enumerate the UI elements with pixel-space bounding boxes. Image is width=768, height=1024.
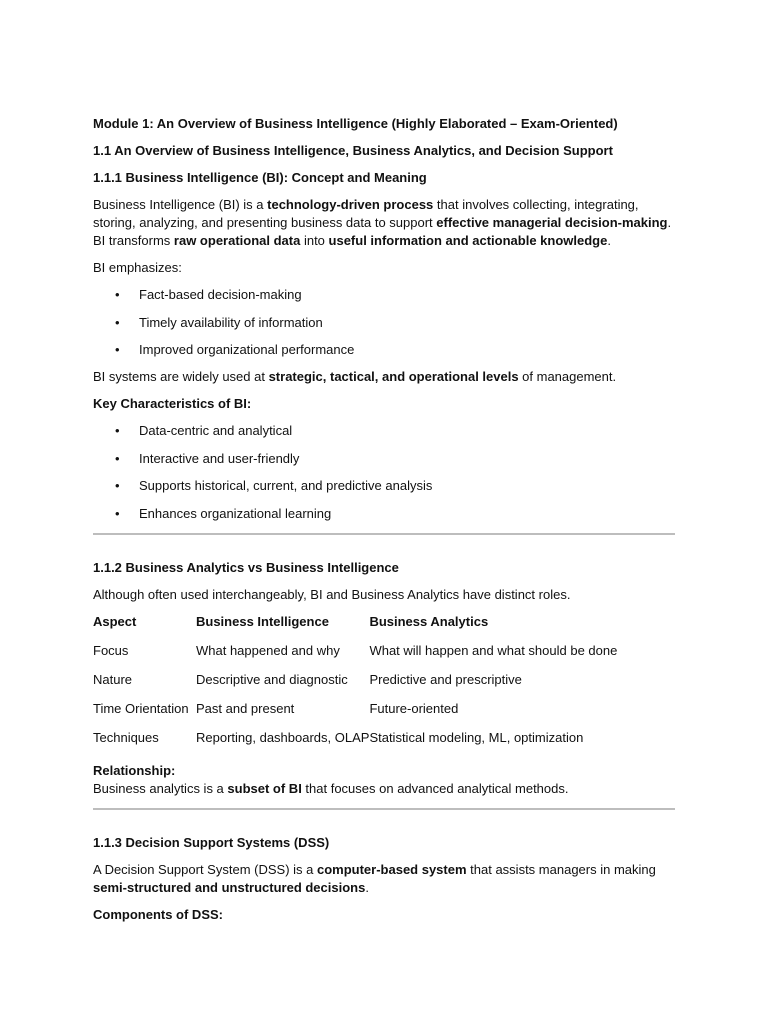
table-header-cell: Business Intelligence bbox=[196, 613, 329, 629]
text-run: . BI transforms bbox=[93, 215, 672, 248]
section-1-1-2-title: 1.1.2 Business Analytics vs Business Intelligence bbox=[93, 559, 399, 575]
text-run: into bbox=[300, 233, 329, 248]
table-row bbox=[93, 729, 669, 758]
table-header-cell: Business Analytics bbox=[369, 613, 489, 629]
table-row bbox=[93, 671, 669, 700]
table-header-row bbox=[93, 613, 669, 642]
bold-run: useful information and actionable knowledge bbox=[328, 233, 608, 248]
bi-levels-paragraph bbox=[93, 368, 675, 386]
table-cell: Time Orientation bbox=[93, 700, 189, 716]
table-cell: Past and present bbox=[196, 700, 295, 716]
bi-emphasizes-list bbox=[93, 286, 675, 359]
text-run: that involves collecting, integrating, storing, analyzing, and presenting business data to support bbox=[93, 197, 639, 230]
section-1-1-title: 1.1 An Overview of Business Intelligence, Business Analytics, and Decision Support bbox=[93, 143, 613, 158]
text-run: that focuses on advanced analytical methods. bbox=[301, 780, 569, 796]
list-item: • Improved organizational performance bbox=[93, 341, 675, 359]
table-cell: Future-oriented bbox=[369, 700, 459, 716]
bold-run: computer-based system bbox=[316, 861, 467, 877]
table-cell: What will happen and what should be done bbox=[369, 642, 618, 658]
text-run: . bbox=[607, 233, 611, 248]
text-run: A Decision Support System (DSS) is a bbox=[93, 861, 317, 877]
table-cell: Statistical modeling, ML, optimization bbox=[369, 729, 584, 745]
horizontal-rule bbox=[93, 533, 675, 535]
bi-definition-paragraph bbox=[93, 196, 675, 250]
ba-vs-bi-intro: Although often used interchangeably, BI and Business Analytics have distinct roles. bbox=[93, 586, 571, 602]
bold-run: effective managerial decision-making bbox=[436, 215, 668, 230]
text-run: Business analytics is a bbox=[93, 780, 228, 796]
dss-definition-paragraph bbox=[93, 861, 675, 897]
module-title: Module 1: An Overview of Business Intelligence (Highly Elaborated – Exam-Oriented) bbox=[93, 116, 618, 131]
table-cell: Descriptive and diagnostic bbox=[196, 671, 348, 687]
list-item: • Enhances organizational learning bbox=[93, 505, 675, 523]
list-item: • Fact-based decision-making bbox=[93, 286, 675, 304]
bi-characteristics-label: Key Characteristics of BI: bbox=[93, 396, 252, 411]
bi-characteristics-list bbox=[93, 422, 675, 523]
table-cell: Predictive and prescriptive bbox=[369, 671, 522, 687]
relationship-paragraph bbox=[93, 780, 675, 798]
text-run: that assists managers in making bbox=[466, 861, 656, 877]
table-cell: Focus bbox=[93, 642, 129, 658]
bi-emphasizes-label: BI emphasizes: bbox=[93, 260, 182, 275]
dss-components-label: Components of DSS: bbox=[93, 906, 223, 922]
table-row bbox=[93, 642, 669, 671]
list-item: • Timely availability of information bbox=[93, 314, 675, 332]
table-cell: What happened and why bbox=[196, 642, 340, 658]
table-row bbox=[93, 700, 669, 729]
table-header-cell: Aspect bbox=[93, 613, 137, 629]
document-page bbox=[93, 115, 675, 933]
table-cell: Techniques bbox=[93, 729, 159, 745]
table-cell: Nature bbox=[93, 671, 133, 687]
text-run: . bbox=[365, 879, 369, 895]
horizontal-rule bbox=[93, 808, 675, 810]
table-cell: Reporting, dashboards, OLAP bbox=[196, 729, 370, 745]
bold-run: semi-structured and unstructured decisions bbox=[93, 879, 366, 895]
list-item: • Data-centric and analytical bbox=[93, 422, 675, 440]
bold-run: technology-driven process bbox=[267, 197, 434, 212]
list-item: • Supports historical, current, and predictive analysis bbox=[93, 477, 675, 495]
relationship-label: Relationship: bbox=[93, 762, 176, 778]
list-item: • Interactive and user-friendly bbox=[93, 450, 675, 468]
text-run: BI systems are widely used at bbox=[93, 369, 269, 384]
section-1-1-3-title: 1.1.3 Decision Support Systems (DSS) bbox=[93, 834, 330, 850]
text-run: of management. bbox=[518, 369, 617, 384]
bold-run: raw operational data bbox=[173, 233, 301, 248]
bold-run: subset of BI bbox=[227, 780, 302, 796]
comparison-table bbox=[93, 613, 669, 758]
text-run: Business Intelligence (BI) is a bbox=[93, 197, 268, 212]
bold-run: strategic, tactical, and operational levels bbox=[268, 369, 519, 384]
section-1-1-1-title: 1.1.1 Business Intelligence (BI): Concept and Meaning bbox=[93, 170, 427, 185]
